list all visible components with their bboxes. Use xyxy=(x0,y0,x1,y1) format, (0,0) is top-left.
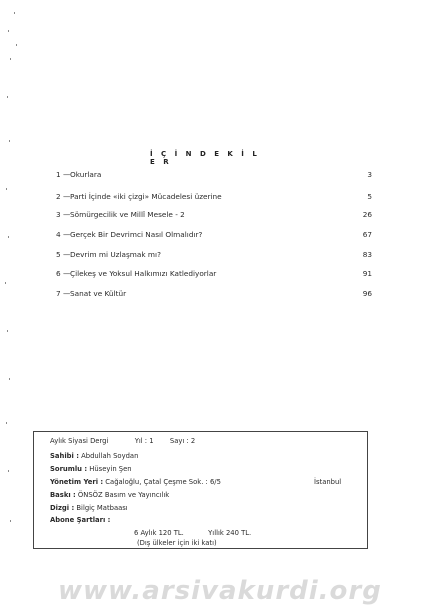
toc-entry xyxy=(56,269,372,281)
six-month-price: 6 Aylık 120 TL. xyxy=(134,529,184,537)
toc-entry xyxy=(56,192,372,204)
owner-label: Sahibi : xyxy=(50,452,79,460)
toc-entry-title: Gerçek Bir Devrimci Nasıl Olmalıdır? xyxy=(70,230,203,239)
subscription-line xyxy=(50,516,110,524)
owner-line xyxy=(50,452,138,460)
volume-year: Yıl : 1 xyxy=(134,437,154,445)
office-line xyxy=(50,478,221,486)
yearly-price: Yıllık 240 TL. xyxy=(208,529,252,537)
toc-entry xyxy=(56,289,372,301)
toc-entry-number: 5 — xyxy=(56,250,71,259)
editor-name: Hüseyin Şen xyxy=(89,465,132,473)
scan-speck xyxy=(9,378,10,380)
issue-number: Sayı : 2 xyxy=(169,437,196,445)
scan-speck xyxy=(7,330,8,332)
scan-speck xyxy=(10,520,11,522)
toc-entry-page: 96 xyxy=(362,289,372,298)
toc-entry-title: Okurlara xyxy=(70,170,102,179)
magazine-line xyxy=(50,437,195,445)
subscription-prices xyxy=(134,529,251,537)
typeset-label: Dizgi : xyxy=(50,504,75,512)
magazine-type: Aylık Siyasi Dergi xyxy=(50,437,109,445)
scan-speck xyxy=(9,140,10,142)
scan-speck xyxy=(5,282,6,284)
editor-line xyxy=(50,465,132,473)
toc-entry-page: 83 xyxy=(362,250,372,259)
colophon-box xyxy=(33,431,368,549)
scan-speck xyxy=(8,236,9,238)
toc-entry-title: Sanat ve Kültür xyxy=(70,289,127,298)
typeset-line xyxy=(50,504,128,512)
office-address: Cağaloğlu, Çatal Çeşme Sok. : 6/5 xyxy=(105,478,221,486)
site-watermark: www.arsivakurdi.org xyxy=(58,576,382,606)
toc-entry xyxy=(56,170,372,182)
toc-entry-number: 4 — xyxy=(56,230,71,239)
scan-speck xyxy=(8,30,9,32)
print-label: Baskı : xyxy=(50,491,76,499)
toc-entry-page: 5 xyxy=(367,192,372,201)
scan-speck xyxy=(14,12,15,14)
toc-entry-number: 1 — xyxy=(56,170,71,179)
print-house: ÖNSÖZ Basım ve Yayıncılık xyxy=(77,491,170,499)
typeset-house: Bilgiç Matbaası xyxy=(76,504,128,512)
toc-entry-title: Çilekeş ve Yoksul Halkımızı Katlediyorlar xyxy=(70,269,217,278)
toc-entry-title: Sömürgecilik ve Millî Mesele - 2 xyxy=(70,210,185,219)
toc-entry-number: 3 — xyxy=(56,210,71,219)
toc-entry xyxy=(56,250,372,262)
scan-speck xyxy=(10,58,11,60)
print-line xyxy=(50,491,169,499)
toc-entry-page: 67 xyxy=(362,230,372,239)
toc-entry-title: Parti İçinde «iki çizgi» Mücadelesi üzerine xyxy=(70,192,222,201)
toc-entry xyxy=(56,230,372,242)
toc-entry-page: 91 xyxy=(362,269,372,278)
toc-entry-page: 26 xyxy=(362,210,372,219)
toc-entry-number: 6 — xyxy=(56,269,71,278)
toc-entry-title: Devrim mi Uzlaşmak mı? xyxy=(70,250,161,259)
scan-speck xyxy=(8,470,9,472)
toc-title: İ Ç İ N D E K İ L E R xyxy=(150,150,260,166)
scan-speck xyxy=(7,96,8,98)
toc-entry-page: 3 xyxy=(367,170,372,179)
editor-label: Sorumlu : xyxy=(50,465,88,473)
abroad-note: (Dış ülkeler için iki katı) xyxy=(137,539,217,547)
subscription-label: Abone Şartları : xyxy=(50,516,111,524)
scan-speck xyxy=(6,422,7,424)
toc-entry-number: 7 — xyxy=(56,289,71,298)
office-label: Yönetim Yeri : xyxy=(50,478,104,486)
toc-entry-number: 2 — xyxy=(56,192,71,201)
owner-name: Abdullah Soydan xyxy=(81,452,139,460)
toc-entry xyxy=(56,210,372,222)
office-city: İstanbul xyxy=(314,478,342,486)
scan-speck xyxy=(16,44,17,46)
scan-speck xyxy=(6,188,7,190)
